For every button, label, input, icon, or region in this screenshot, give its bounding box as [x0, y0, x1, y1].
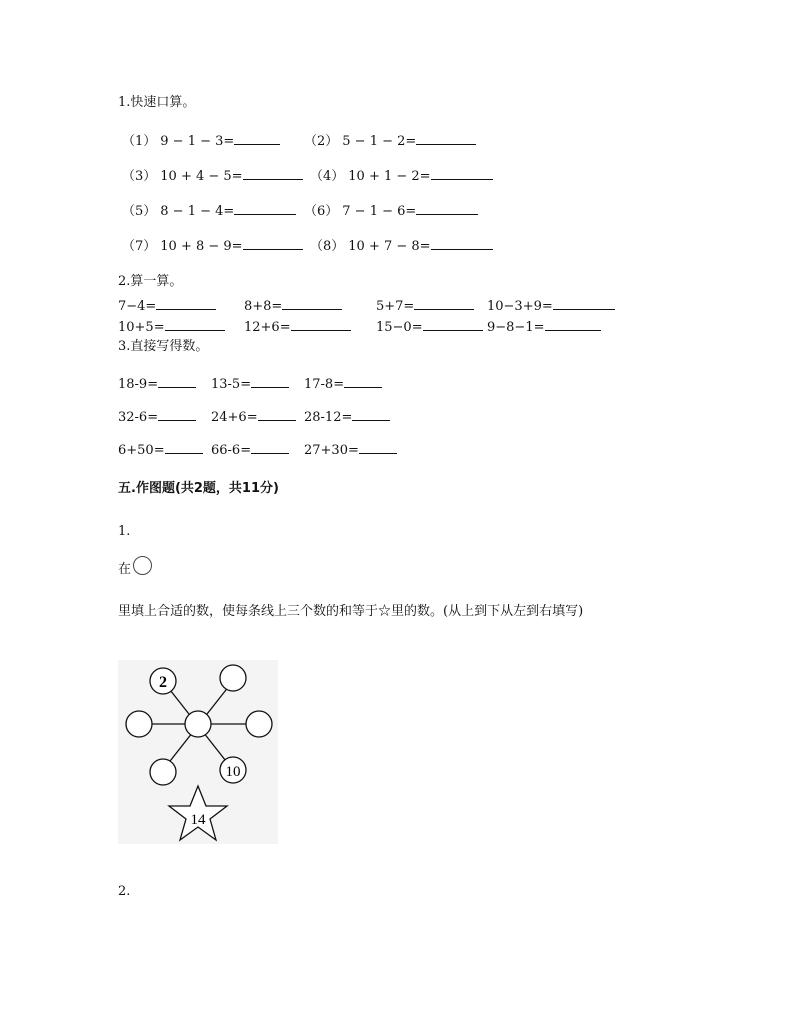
- answer-blank[interactable]: [423, 318, 483, 331]
- label-top-left: 2: [159, 674, 167, 691]
- item-expr: 5 − 1 − 2=: [342, 134, 417, 149]
- answer-blank[interactable]: [416, 132, 476, 145]
- star-puzzle-figure: [118, 660, 278, 844]
- answer-blank[interactable]: [545, 318, 601, 331]
- direct-expr: 17-8=: [304, 377, 345, 392]
- quick-calc-1: [122, 132, 280, 150]
- calc-row1-2: [244, 297, 342, 315]
- direct-3: [304, 375, 382, 393]
- circle-bottom-left: [150, 759, 176, 785]
- item-expr: 10 + 7 − 8=: [348, 239, 431, 254]
- item-label: （7）: [122, 239, 157, 254]
- calc-row1-1: [118, 297, 216, 315]
- item-label: （4）: [310, 169, 345, 184]
- item-expr: 10 + 8 − 9=: [160, 239, 243, 254]
- figure-svg: [118, 660, 278, 844]
- answer-blank[interactable]: [352, 408, 390, 421]
- quick-calc-2: [304, 132, 476, 150]
- answer-blank[interactable]: [158, 408, 196, 421]
- direct-expr: 32-6=: [118, 410, 159, 425]
- answer-blank[interactable]: [416, 202, 478, 215]
- question1-text: 里填上合适的数，使每条线上三个数的和等于☆里的数。(从上到下从左到右填写): [118, 604, 584, 619]
- item-expr: 10 + 4 − 5=: [160, 169, 243, 184]
- item-expr: 10 + 1 − 2=: [348, 169, 431, 184]
- calc-expr: 9−8−1=: [487, 320, 545, 335]
- item-label: （8）: [310, 239, 345, 254]
- direct-expr: 13-5=: [211, 377, 252, 392]
- item-label: （6）: [304, 204, 339, 219]
- question1-number: 1.: [118, 524, 131, 539]
- direct-expr: 27+30=: [304, 443, 359, 458]
- calc-row1-4: [487, 297, 615, 315]
- circle-center: [185, 711, 211, 737]
- answer-blank[interactable]: [258, 408, 296, 421]
- item-label: （3）: [122, 169, 157, 184]
- answer-blank[interactable]: [234, 132, 280, 145]
- section3-title: 3.直接写得数。: [118, 339, 209, 354]
- quick-calc-8: [310, 237, 493, 255]
- circle-top-right: [220, 665, 246, 691]
- question2-number: 2.: [118, 884, 131, 899]
- prefix-text: 在: [118, 562, 132, 577]
- answer-blank[interactable]: [251, 441, 289, 454]
- answer-blank[interactable]: [291, 318, 351, 331]
- section1-title: 1.快速口算。: [118, 95, 196, 110]
- question1-prefix: [118, 562, 152, 581]
- direct-4: [118, 408, 196, 426]
- answer-blank[interactable]: [344, 375, 382, 388]
- answer-blank[interactable]: [156, 297, 216, 310]
- answer-blank[interactable]: [165, 441, 203, 454]
- quick-calc-7: [122, 237, 303, 255]
- calc-row2-3: [376, 318, 483, 336]
- item-expr: 9 − 1 − 3=: [160, 134, 235, 149]
- direct-expr: 6+50=: [118, 443, 165, 458]
- calc-expr: 10+5=: [118, 320, 165, 335]
- calc-expr: 5+7=: [376, 299, 415, 314]
- calc-expr: 7−4=: [118, 299, 157, 314]
- answer-blank[interactable]: [243, 237, 303, 250]
- answer-blank[interactable]: [282, 297, 342, 310]
- calc-expr: 8+8=: [244, 299, 283, 314]
- item-expr: 8 − 1 − 4=: [160, 204, 235, 219]
- answer-blank[interactable]: [234, 202, 296, 215]
- calc-expr: 15−0=: [376, 320, 423, 335]
- direct-9: [304, 441, 397, 459]
- direct-5: [211, 408, 296, 426]
- direct-2: [211, 375, 289, 393]
- item-label: （2）: [304, 134, 339, 149]
- direct-expr: 18-9=: [118, 377, 159, 392]
- calc-expr: 12+6=: [244, 320, 291, 335]
- answer-blank[interactable]: [553, 297, 615, 310]
- calc-expr: 10−3+9=: [487, 299, 553, 314]
- direct-7: [118, 441, 203, 459]
- direct-expr: 28-12=: [304, 410, 353, 425]
- label-bottom-right: 10: [225, 764, 241, 780]
- direct-expr: 66-6=: [211, 443, 252, 458]
- quick-calc-6: [304, 202, 478, 220]
- label-star: 14: [190, 812, 206, 828]
- answer-blank[interactable]: [359, 441, 397, 454]
- direct-6: [304, 408, 390, 426]
- calc-row2-1: [118, 318, 225, 336]
- section5-heading: 五.作图题(共2题，共11分): [118, 481, 279, 496]
- quick-calc-3: [122, 167, 303, 185]
- item-label: （1）: [122, 134, 157, 149]
- item-label: （5）: [122, 204, 157, 219]
- quick-calc-5: [122, 202, 296, 220]
- direct-8: [211, 441, 289, 459]
- calc-row2-2: [244, 318, 351, 336]
- circle-right: [246, 711, 272, 737]
- direct-1: [118, 375, 196, 393]
- answer-blank[interactable]: [251, 375, 289, 388]
- section2-title: 2.算一算。: [118, 274, 183, 289]
- answer-blank[interactable]: [414, 297, 474, 310]
- quick-calc-4: [310, 167, 493, 185]
- calc-row2-4: [487, 318, 601, 336]
- direct-expr: 24+6=: [211, 410, 258, 425]
- answer-blank[interactable]: [243, 167, 303, 180]
- answer-blank[interactable]: [431, 167, 493, 180]
- answer-blank[interactable]: [158, 375, 196, 388]
- answer-blank[interactable]: [431, 237, 493, 250]
- circle-left: [126, 711, 152, 737]
- calc-row1-3: [376, 297, 474, 315]
- item-expr: 7 − 1 − 6=: [342, 204, 417, 219]
- circle-icon: [133, 556, 152, 575]
- answer-blank[interactable]: [165, 318, 225, 331]
